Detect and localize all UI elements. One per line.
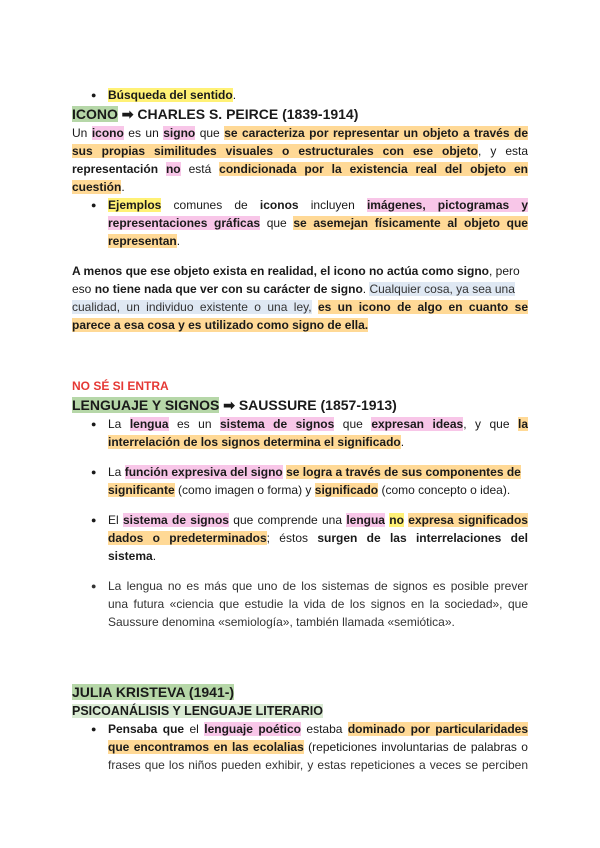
arrow-icon: ➡	[223, 397, 235, 413]
bullet-dot: ●	[91, 467, 97, 477]
note-no-se-si-entra: NO SÉ SI ENTRA	[72, 379, 169, 393]
bullet-dot: ●	[91, 419, 97, 429]
bullet-dot: ●	[91, 200, 97, 210]
bullet-funcion: ● La función expresiva del signo se logra a través de sus componentes de significante (como imagen o forma) y significado (como concepto o idea).	[91, 465, 521, 497]
heading-kristeva: JULIA KRISTEVA (1941-)	[72, 684, 235, 700]
subheading-psicoanalisis: PSICOANÁLISIS Y LENGUAJE LITERARIO	[72, 704, 323, 718]
bullet-sistema: ● El sistema de signos que comprende una lengua no expresa significados dados o predeterminados; éstos surgen de las interrelaciones del sistema.	[91, 513, 528, 563]
heading-saussure: SAUSSURE (1857-1913)	[238, 397, 397, 413]
bullet-ejemplos: ● Ejemplos comunes de iconos incluyen imágenes, pictogramas y representaciones gráficas que se asemejan físicamente al objeto que representan.	[91, 198, 528, 248]
bullet-dot: ●	[91, 515, 97, 525]
paragraph-menos: A menos que ese objeto exista en realidad, el icono no actúa como signo, pero eso no tiene nada que ver con su carácter de signo. Cualquier cosa, ya sea una cualidad, un individuo existente o una ley, es un icono de algo en cuanto se parece a esa cosa y es utilizado como signo de ella.	[72, 264, 528, 332]
heading-lenguaje	[72, 395, 528, 415]
arrow-icon: ➡	[121, 106, 134, 122]
section-kristeva	[72, 682, 528, 774]
bullet-dot: ●	[91, 581, 97, 591]
heading-icono	[72, 104, 528, 124]
bullet-lengua: ● La lengua es un sistema de signos que expresan ideas, y que la interrelación de los signos determina el significado.	[91, 417, 528, 449]
busqueda-text: Búsqueda del sentido	[108, 88, 233, 102]
bullet-busqueda: ● Búsqueda del sentido.	[91, 88, 237, 102]
section-saussure	[72, 377, 528, 631]
heading-peirce: CHARLES S. PEIRCE (1839-1914)	[137, 106, 359, 122]
bullet-pensaba: ● Pensaba que el lenguaje poético estaba dominado por particularidades que encontramos en las ecolalias (repeticiones involuntarias de palabras o frases que los niños pueden exhibir, y estas repeticiones a veces se perciben	[91, 722, 528, 772]
heading-icono-label: ICONO	[72, 106, 118, 122]
paragraph-icono: Un icono es un signo que se caracteriza por representar un objeto a través de sus propias similitudes visuales o estructurales con ese objeto, y esta representación no está condicionada por la existencia real del objeto en cuestión.	[72, 126, 528, 194]
heading-lenguaje-label: LENGUAJE Y SIGNOS	[72, 397, 220, 413]
section-peirce	[72, 86, 528, 334]
bullet-dot: ●	[91, 724, 97, 734]
bullet-semiologia: ● La lengua no es más que uno de los sistemas de signos es posible prever una futura «ciencia que estudie la vida de los signos en la sociedad», que Saussure denomina «semiología», también llamada «semiótica».	[91, 579, 528, 629]
bullet-dot: ●	[91, 90, 97, 100]
